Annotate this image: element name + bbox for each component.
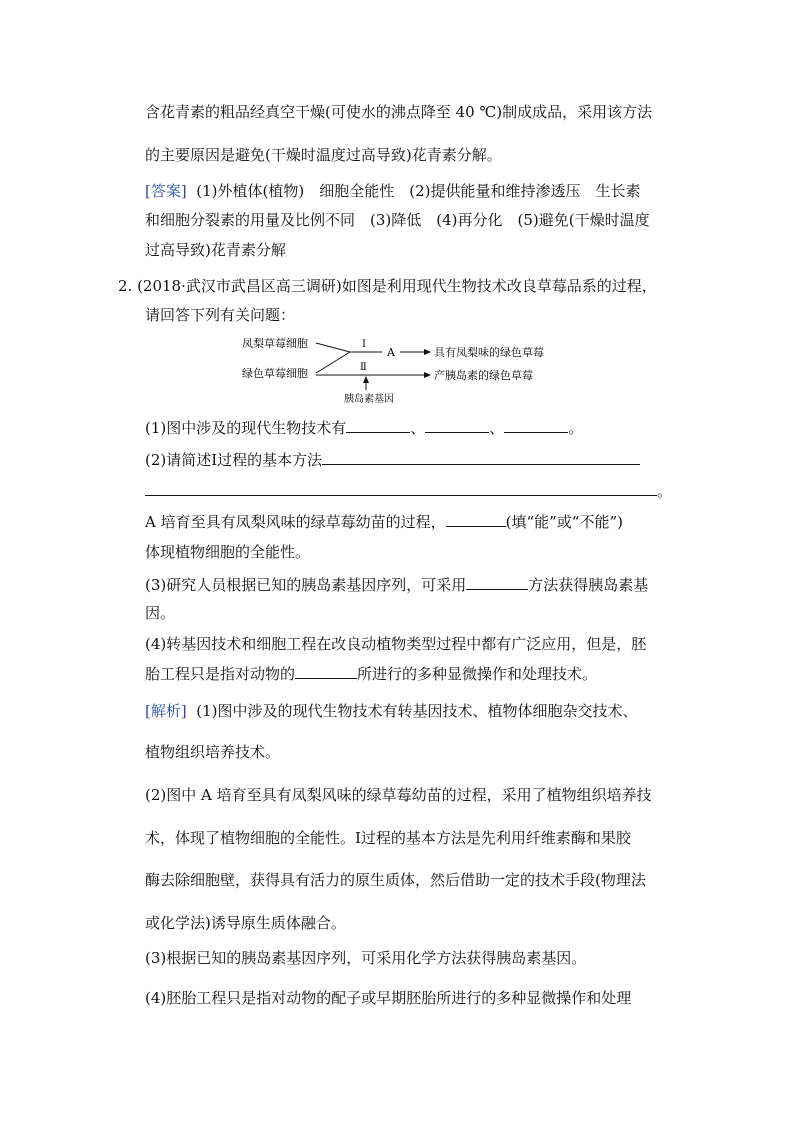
diagram-label-result-bottom: 产胰岛素的绿色草莓 bbox=[434, 369, 533, 382]
prev-text-line-1: 含花青素的粗品经真空干燥(可使水的沸点降至 40 ℃)制成成品，采用该方法 bbox=[145, 103, 653, 121]
process-diagram bbox=[240, 330, 560, 408]
separator-1: 、 bbox=[410, 419, 426, 437]
answer-text-1: (1)外植体(植物) 细胞全能性 (2)提供能量和维持渗透压 生长素 bbox=[196, 182, 641, 200]
analysis-tag: [解析] bbox=[145, 702, 187, 720]
analysis-line-3: (2)图中 A 培育至具有凤梨风味的绿草莓幼苗的过程，采用了植物组织培养技 bbox=[145, 786, 652, 804]
q2-part-3-text-2: 方法获得胰岛素基 bbox=[528, 576, 649, 594]
analysis-line-5: 酶去除细胞壁，获得具有活力的原生质体，然后借助一定的技术手段(物理法 bbox=[145, 871, 646, 889]
q2-part-2c-hint: (填“能”或“不能”) bbox=[505, 513, 623, 531]
q2-part-2c bbox=[145, 512, 623, 532]
answer-blank-8[interactable] bbox=[295, 664, 357, 679]
diagram-arrowhead-a bbox=[424, 349, 431, 355]
answer-blank-3[interactable] bbox=[504, 418, 568, 433]
analysis-line-7: (3)根据已知的胰岛素基因序列，可采用化学方法获得胰岛素基因。 bbox=[145, 949, 587, 967]
diagram-line-upper bbox=[316, 343, 350, 352]
answer-blank-1[interactable] bbox=[346, 418, 410, 433]
answer-blank-7[interactable] bbox=[466, 575, 528, 590]
diagram-label-green-cell: 绿色草莓细胞 bbox=[242, 367, 308, 380]
answer-line-3: 过高导致)花青素分解 bbox=[145, 241, 286, 259]
answer-line-2: 和细胞分裂素的用量及比例不同 (3)降低 (4)再分化 (5)避免(干燥时温度 bbox=[145, 211, 650, 229]
answer-blank-5[interactable] bbox=[145, 481, 657, 496]
diagram-roman-1: Ⅰ bbox=[362, 339, 366, 350]
q2-part-1 bbox=[145, 418, 583, 438]
diagram-label-result-top: 具有凤梨味的绿色草莓 bbox=[434, 346, 544, 359]
part-1-end: 。 bbox=[568, 419, 584, 437]
answer-blank-2[interactable] bbox=[425, 418, 489, 433]
part-2-end: 。 bbox=[657, 482, 673, 500]
answer-line-1 bbox=[145, 181, 640, 201]
answer-blank-6[interactable] bbox=[446, 512, 506, 527]
diagram-label-gene: 胰岛素基因 bbox=[344, 394, 394, 405]
diagram-label-pineapple-cell: 凤梨草莓细胞 bbox=[242, 337, 308, 350]
q2-part-4-line-2 bbox=[145, 664, 597, 684]
q2-part-3 bbox=[145, 575, 648, 595]
q2-part-4-text-2: 所进行的多种显微操作和处理技术。 bbox=[357, 665, 598, 683]
diagram-node-a: A bbox=[387, 346, 395, 359]
analysis-line-4: 术，体现了植物细胞的全能性。Ⅰ过程的基本方法是先利用纤维素酶和果胶 bbox=[145, 829, 631, 847]
analysis-line-1 bbox=[145, 701, 638, 721]
q2-part-1-text: (1)图中涉及的现代生物技术有 bbox=[145, 419, 347, 437]
prev-text-line-2: 的主要原因是避免(干燥时温度过高导致)花青素分解。 bbox=[145, 146, 502, 164]
q2-part-2-text: (2)请简述Ⅰ过程的基本方法 bbox=[145, 451, 323, 469]
answer-tag: [答案] bbox=[145, 182, 187, 200]
analysis-line-6: 或化学法)诱导原生质体融合。 bbox=[145, 914, 346, 932]
separator-2: 、 bbox=[489, 419, 505, 437]
q2-part-2c-text: A 培育至具有凤梨风味的绿草莓幼苗的过程， bbox=[145, 513, 446, 531]
q2-part-4-line-1: (4)转基因技术和细胞工程在改良动植物类型过程中都有广泛应用，但是，胚 bbox=[145, 635, 647, 653]
q2-stem-line-2: 请回答下列有关问题： bbox=[145, 306, 296, 324]
q2-stem-line-1: 2. (2018·武汉市武昌区高三调研)如图是利用现代生物技术改良草莓品系的过程， bbox=[118, 277, 657, 295]
analysis-text-1: (1)图中涉及的现代生物技术有转基因技术、植物体细胞杂交技术、 bbox=[196, 702, 638, 720]
q2-part-2 bbox=[145, 450, 640, 470]
q2-part-2c-line-2: 体现植物细胞的全能性。 bbox=[145, 543, 311, 561]
q2-part-3-text: (3)研究人员根据已知的胰岛素基因序列，可采用 bbox=[145, 576, 467, 594]
diagram-arrowhead-lower bbox=[424, 372, 431, 378]
q2-part-4-text: 胎工程只是指对动物的 bbox=[145, 665, 296, 683]
q2-part-2-line-2 bbox=[145, 481, 672, 501]
analysis-line-8: (4)胚胎工程只是指对动物的配子或早期胚胎所进行的多种显微操作和处理 bbox=[145, 989, 632, 1007]
diagram-roman-2: Ⅱ bbox=[360, 362, 367, 373]
answer-blank-4[interactable] bbox=[322, 450, 640, 465]
q2-part-3-line-2: 因。 bbox=[145, 604, 176, 622]
analysis-line-2: 植物组织培养技术。 bbox=[145, 743, 281, 761]
diagram-arrowhead-gene bbox=[363, 376, 369, 383]
diagram-line-lower bbox=[316, 352, 350, 373]
